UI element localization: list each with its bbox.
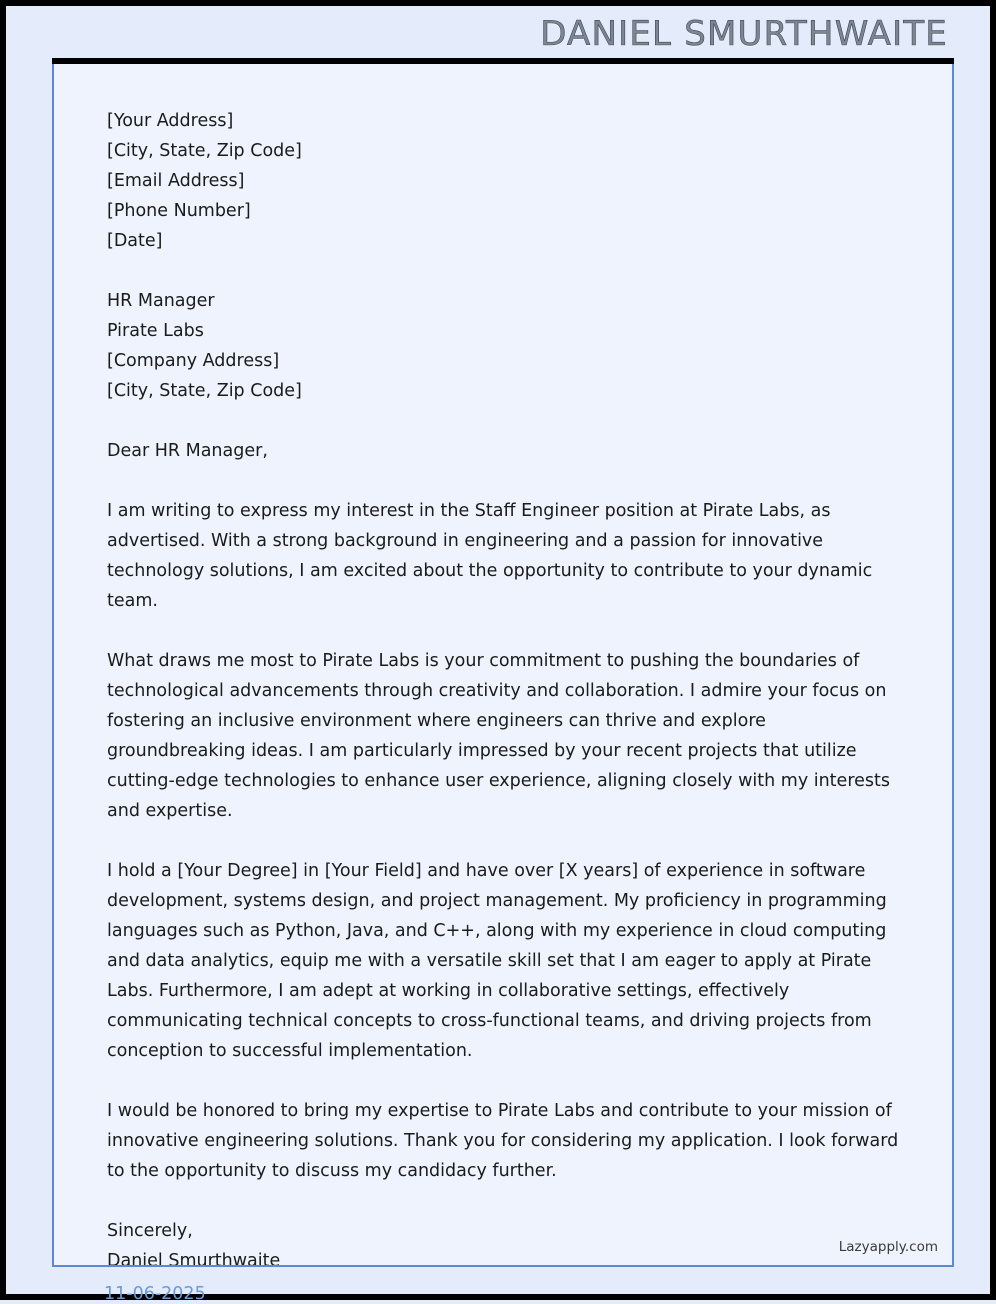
recipient-address-block	[107, 286, 907, 406]
recipient-address-line: [Company Address]	[107, 351, 280, 371]
brand-watermark: Lazyapply.com	[838, 1239, 938, 1255]
date-stamp: 11-06-2025	[104, 1284, 206, 1304]
closing-line: Sincerely,	[107, 1221, 193, 1241]
salutation	[107, 436, 907, 466]
page-title: DANIEL SMURTHWAITE	[540, 14, 948, 54]
sender-address-line: [Your Address]	[107, 111, 234, 131]
letter-paragraph: I would be honored to bring my expertise to Pirate Labs and contribute to your mission of innovative engineering solutions. Thank you for considering my application. I look forward to the opportunity to discuss my candidacy further.	[107, 1101, 899, 1181]
sender-address-line: [City, State, Zip Code]	[107, 141, 302, 161]
recipient-address-line: [City, State, Zip Code]	[107, 381, 302, 401]
letter-paragraph: What draws me most to Pirate Labs is your commitment to pushing the boundaries of technological advancements through creativity and collaboration. I admire your focus on fostering an inclusive environment where engineers can thrive and explore groundbreaking ideas. I am particularly impressed by your recent projects that utilize cutting-edge technologies to enhance user experience, aligning closely with my interests and expertise.	[107, 651, 890, 821]
cover-letter-body	[107, 106, 907, 1267]
salutation-line: Dear HR Manager,	[107, 441, 268, 461]
signature-block	[107, 1216, 907, 1267]
sender-address-line: [Date]	[107, 231, 163, 251]
sender-address-line: [Phone Number]	[107, 201, 251, 221]
letter-paragraph: I am writing to express my interest in the Staff Engineer position at Pirate Labs, as advertised. With a strong background in engineering and a passion for innovative technology solutions, I am excited about the opportunity to contribute to your dynamic team.	[107, 501, 873, 611]
sender-address-block	[107, 106, 907, 256]
document-header	[12, 12, 996, 56]
letter-paragraph: I hold a [Your Degree] in [Your Field] and have over [X years] of experience in software development, systems design, and project management. My proficiency in programming languages such as Python, Java, and C++, along with my experience in cloud computing and data analytics, equip me with a versatile skill set that I am eager to apply at Pirate Labs. Furthermore, I am adept at working in collaborative settings, effectively communicating technical concepts to cross-functional teams, and driving projects from conception to successful implementation.	[107, 861, 887, 1061]
letter-sheet	[52, 64, 954, 1267]
sender-address-line: [Email Address]	[107, 171, 245, 191]
recipient-address-line: HR Manager	[107, 291, 215, 311]
signature-name: Daniel Smurthwaite	[107, 1251, 281, 1267]
recipient-address-line: Pirate Labs	[107, 321, 204, 341]
